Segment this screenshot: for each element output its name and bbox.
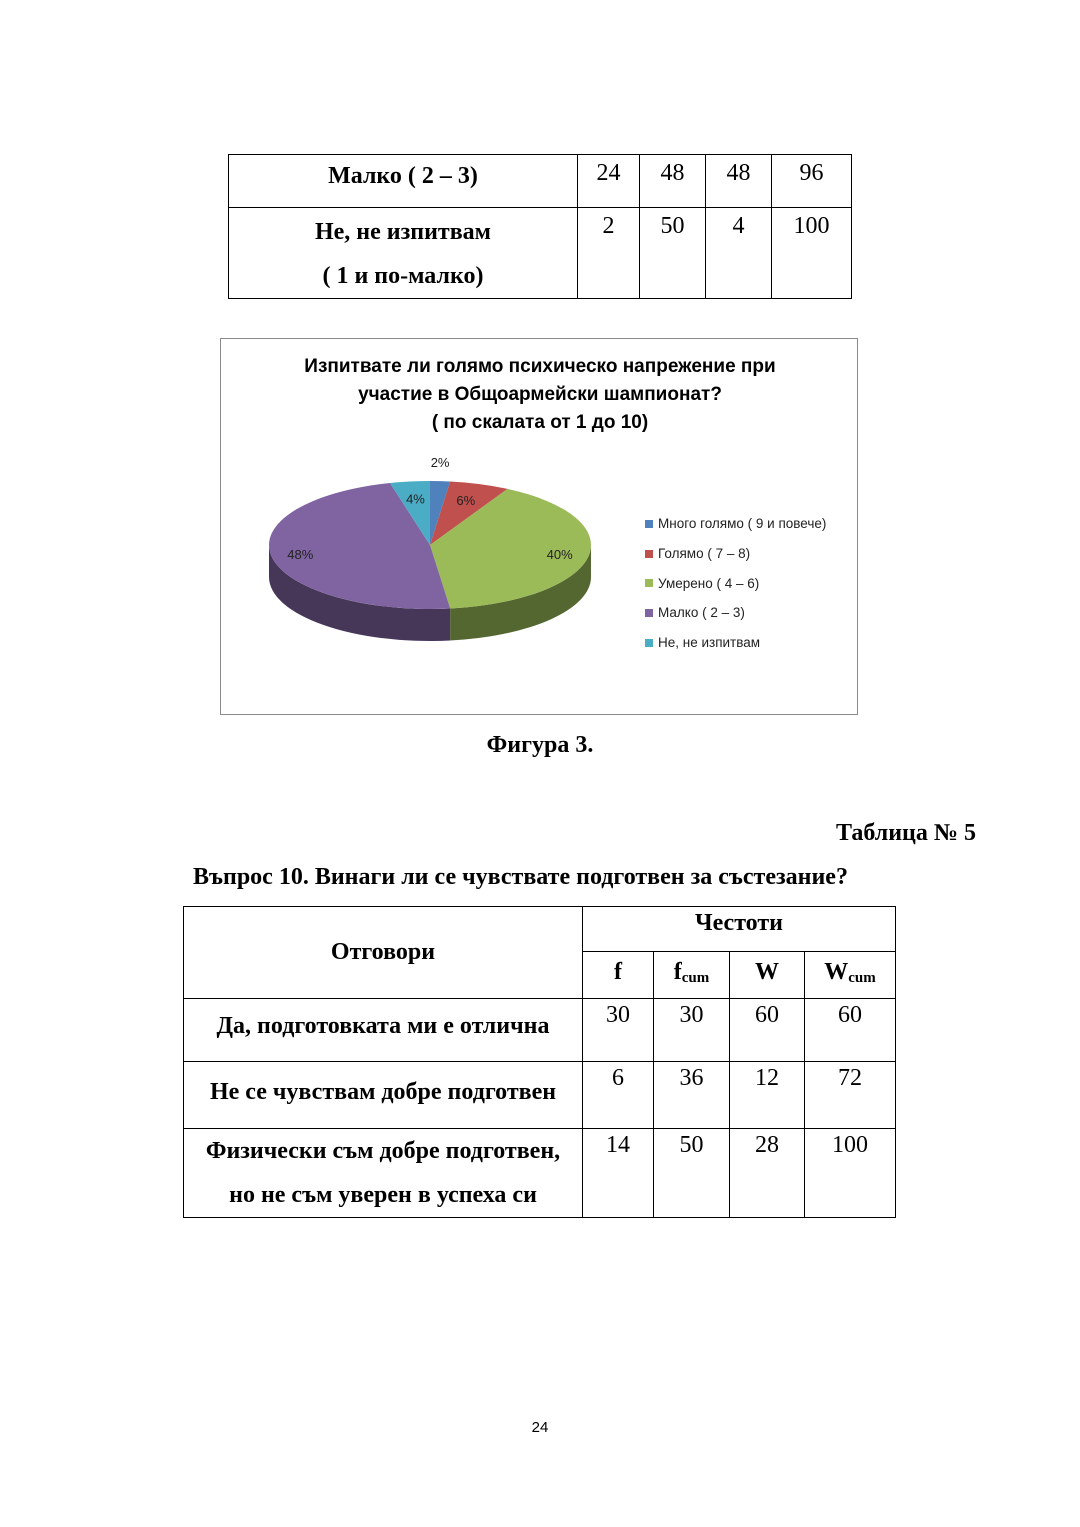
cell-f: 6 [583,1062,654,1129]
cell-w: 4 [706,208,772,299]
pie-chart-frame [220,338,858,715]
pie-data-label: 2% [430,455,450,471]
legend-item [645,509,826,539]
legend-swatch [645,609,653,617]
cell-fcum: 30 [654,999,730,1062]
row-label: Да, подготовката ми е отлична [184,999,583,1062]
frequency-table [183,906,896,1218]
cell-f: 14 [583,1129,654,1218]
row-label [229,208,578,299]
header-answers: Отговори [184,907,583,999]
subheader-wcum [805,952,896,999]
pie-data-label: 48% [287,546,314,562]
subheader-base: W [824,959,849,985]
legend-label: Не, не изпитвам [658,635,761,651]
row-label-line: Физически съм добре подготвен, [205,1138,561,1164]
legend-swatch [645,579,653,587]
table-row [184,999,896,1062]
chart-legend [645,509,826,657]
table-row [229,208,852,299]
subheader-sub: cum [848,970,876,986]
row-label-line: ( 1 и по-малко) [322,263,484,289]
frequency-table-continued [228,154,852,299]
chart-title-line: ( по скалата от 1 до 10) [431,412,649,433]
subheader-base: f [673,959,682,985]
legend-label: Малко ( 2 – 3) [658,605,745,621]
cell-w: 28 [730,1129,805,1218]
cell-f: 2 [578,208,640,299]
figure-caption: Фигура 3. [486,732,594,758]
cell-fcum: 50 [640,208,706,299]
chart-title-line: Изпитвате ли голямо психическо напрежение при [304,356,776,377]
legend-swatch [645,639,653,647]
subheader-base: W [755,959,779,985]
legend-item [645,628,826,658]
cell-fcum: 36 [654,1062,730,1129]
subheader-fcum [654,952,730,999]
legend-label: Голямо ( 7 – 8) [658,546,751,562]
cell-fcum: 50 [654,1129,730,1218]
cell-wcum: 100 [772,208,852,299]
question-heading: Въпрос 10. Винаги ли се чувствате подготвен за състезание? [193,864,848,890]
legend-swatch [645,550,653,558]
chart-title-line: участие в Общоармейски шампионат? [358,384,722,405]
pie-data-label: 40% [546,546,573,562]
cell-wcum: 100 [805,1129,896,1218]
cell-f: 30 [583,999,654,1062]
subheader-w [730,952,805,999]
header-frequencies: Честоти [583,907,896,952]
legend-label: Умерено ( 4 – 6) [658,575,760,591]
table-row [229,155,852,208]
row-label-line: Не, не изпитвам [314,219,492,245]
legend-item [645,568,826,598]
legend-swatch [645,520,653,528]
row-label: Не се чувствам добре подготвен [184,1062,583,1129]
row-label-line: но не съм уверен в успеха си [229,1182,537,1208]
legend-label: Много голямо ( 9 и повече) [658,516,827,532]
table-row [184,1129,896,1218]
row-label: Малко ( 2 – 3) [229,155,578,208]
cell-wcum: 72 [805,1062,896,1129]
table-header-row [184,907,896,952]
pie-data-label: 6% [456,493,476,509]
legend-item [645,539,826,569]
cell-w: 48 [706,155,772,208]
cell-w: 60 [730,999,805,1062]
subheader-base: f [614,959,622,985]
cell-wcum: 60 [805,999,896,1062]
pie-data-label: 4% [406,491,425,507]
table-row [184,1062,896,1129]
legend-item [645,598,826,628]
cell-fcum: 48 [640,155,706,208]
page-number: 24 [531,1419,549,1436]
table-label: Таблица № 5 [835,820,976,846]
subheader-sub: cum [681,970,710,986]
cell-f: 24 [578,155,640,208]
subheader-f [583,952,654,999]
cell-w: 12 [730,1062,805,1129]
cell-wcum: 96 [772,155,852,208]
row-label [184,1129,583,1218]
